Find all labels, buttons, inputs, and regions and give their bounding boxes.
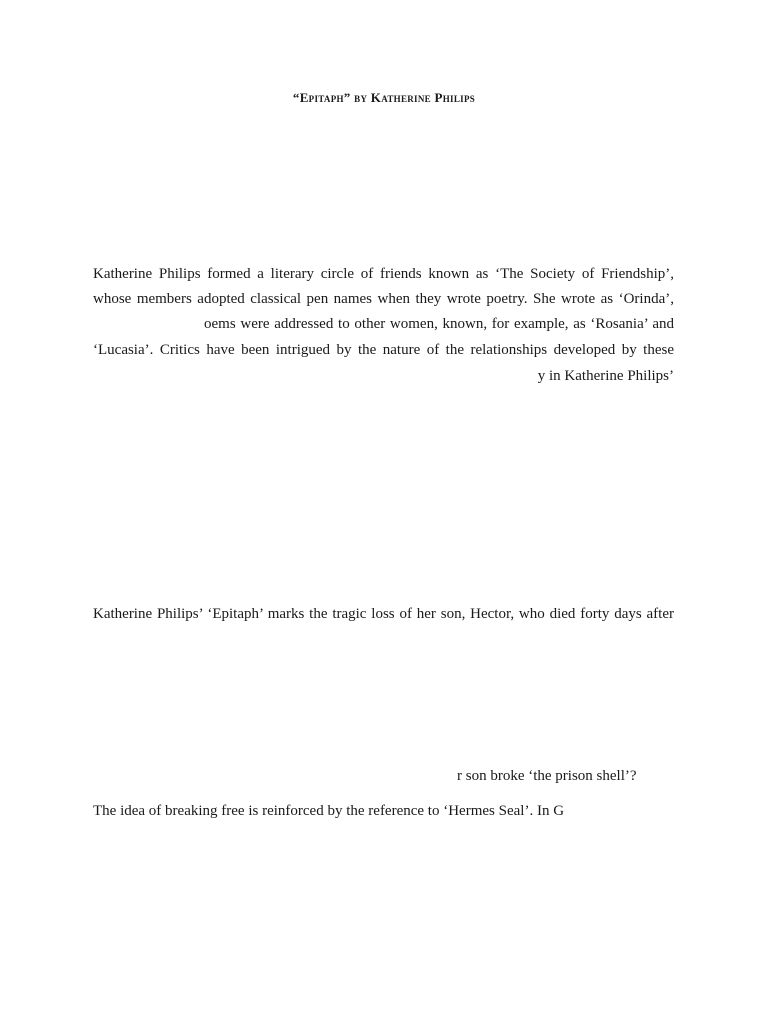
paragraph-1-line-5: y in Katherine Philips’	[537, 368, 674, 384]
paragraph-1-line-3: oems were addressed to other women, known, for example, as ‘Rosania’ and	[204, 316, 674, 332]
paragraph-4-line-1: The idea of breaking free is reinforced by the reference to ‘Hermes Seal’. In G	[93, 803, 565, 819]
paragraph-1-line-1: Katherine Philips formed a literary circle of friends known as ‘The Society of Friendship’,	[93, 266, 674, 282]
paragraph-1-line-2: whose members adopted classical pen names when they wrote poetry. She wrote as ‘Orinda’,	[93, 291, 674, 307]
paragraph-1-line-4: ‘Lucasia’. Critics have been intrigued by the nature of the relationships developed by these	[93, 342, 674, 358]
document-title: “Epitaph” by Katherine Philips	[292, 90, 476, 105]
paragraph-2-line-1: Katherine Philips’ ‘Epitaph’ marks the tragic loss of her son, Hector, who died forty days after	[93, 606, 674, 622]
paragraph-3-line-1: r son broke ‘the prison shell’?	[457, 768, 637, 784]
